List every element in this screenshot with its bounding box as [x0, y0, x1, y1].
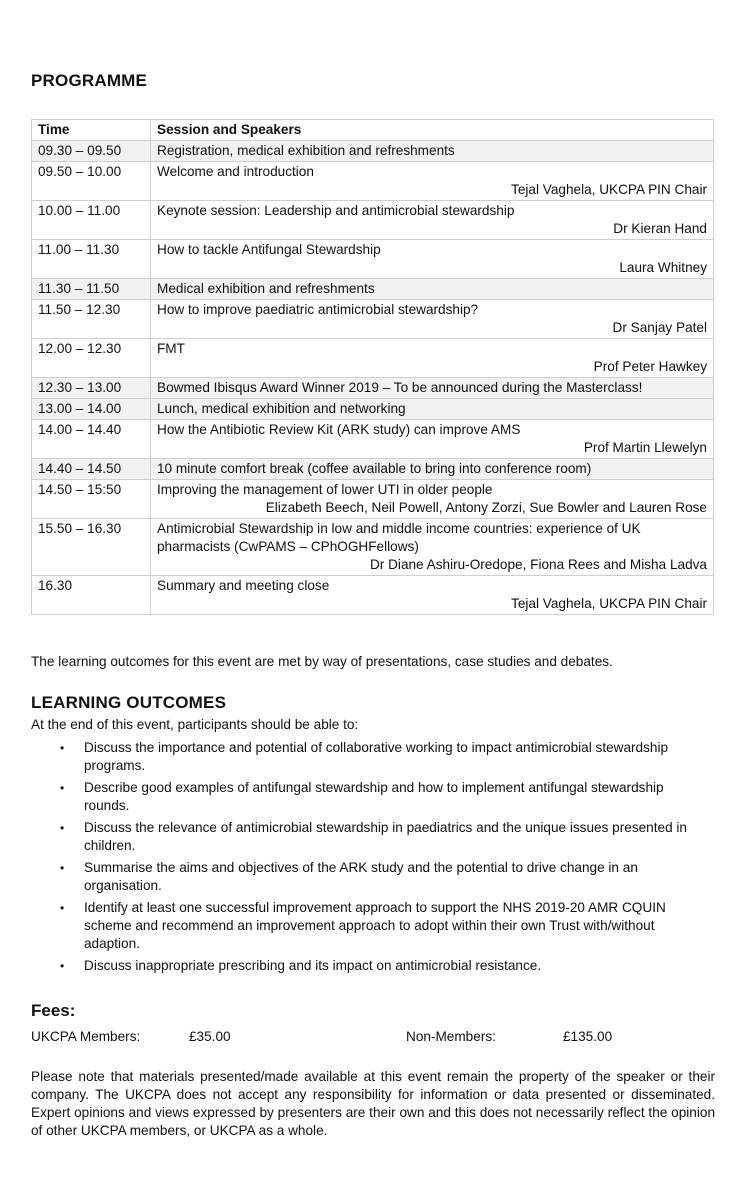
programme-table-body: [32, 120, 714, 615]
table-row: [32, 162, 714, 201]
session-speakers: Tejal Vaghela, UKCPA PIN Chair: [511, 596, 707, 611]
bullet-icon: •: [60, 901, 65, 915]
table-row: [32, 339, 714, 378]
bullet-icon: •: [60, 959, 65, 973]
list-item: [31, 819, 691, 855]
session-cell: [151, 480, 714, 519]
outcomes-intro: The learning outcomes for this event are met by way of presentations, case studies and debates.: [31, 654, 613, 669]
session-cell: [151, 576, 714, 615]
session-cell: [151, 339, 714, 378]
table-row: [32, 399, 714, 420]
bullet-icon: •: [60, 861, 65, 875]
non-members-fee-price: £135.00: [563, 1029, 613, 1044]
session-cell: [151, 201, 714, 240]
fees-heading: Fees:: [31, 1001, 76, 1020]
session-title: How to improve paediatric antimicrobial stewardship?: [157, 302, 479, 317]
session-title: How the Antibiotic Review Kit (ARK study) can improve AMS: [157, 422, 521, 437]
bullet-icon: •: [60, 781, 65, 795]
list-item: [31, 859, 691, 895]
table-row: [32, 201, 714, 240]
bullet-icon: •: [60, 821, 65, 835]
session-title: Medical exhibition and refreshments: [157, 281, 375, 296]
list-item: [31, 899, 691, 953]
table-row: [32, 519, 714, 576]
members-fee-price: £35.00: [189, 1029, 231, 1044]
session-title: 10 minute comfort break (coffee available to bring into conference room): [157, 461, 592, 476]
list-item: [31, 739, 691, 775]
session-speakers: Elizabeth Beech, Neil Powell, Antony Zorzi, Sue Bowler and Lauren Rose: [265, 500, 707, 515]
table-row: [32, 576, 714, 615]
session-time: 09.50 – 10.00: [32, 162, 151, 201]
session-cell: [151, 162, 714, 201]
list-item-text: Discuss inappropriate prescribing and its impact on antimicrobial resistance.: [84, 958, 542, 973]
session-time: 14.40 – 14.50: [32, 459, 151, 480]
session-cell: [151, 420, 714, 459]
session-title: Lunch, medical exhibition and networking: [157, 401, 406, 416]
session-time: 11.50 – 12.30: [32, 300, 151, 339]
table-row: [32, 420, 714, 459]
session-column-header: Session and Speakers: [151, 120, 714, 141]
session-time: 14.50 – 15:50: [32, 480, 151, 519]
session-cell: [151, 378, 714, 399]
session-title: Antimicrobial Stewardship in low and middle income countries: experience of UK pharmacists (CwPAMS – CPhOGHFellows): [157, 521, 641, 554]
session-speakers: Laura Whitney: [619, 260, 707, 275]
session-speakers: Dr Kieran Hand: [613, 221, 707, 236]
session-time: 10.00 – 11.00: [32, 201, 151, 240]
session-title: How to tackle Antifungal Stewardship: [157, 242, 381, 257]
list-item-text: Summarise the aims and objectives of the ARK study and the potential to drive change in an organisation.: [84, 860, 638, 893]
session-cell: [151, 141, 714, 162]
session-time: 11.00 – 11.30: [32, 240, 151, 279]
session-title: Bowmed Ibisqus Award Winner 2019 – To be announced during the Masterclass!: [157, 380, 643, 395]
table-row: [32, 240, 714, 279]
session-time: 09.30 – 09.50: [32, 141, 151, 162]
table-row: [32, 141, 714, 162]
session-time: 12.00 – 12.30: [32, 339, 151, 378]
table-row: [32, 480, 714, 519]
table-header-row: [32, 120, 714, 141]
session-cell: [151, 519, 714, 576]
list-item-text: Identify at least one successful improvement approach to support the NHS 2019-20 AMR CQUIN scheme and recommend an improvement approach to adopt within their own Trust with/without adaption.: [84, 900, 666, 951]
learning-outcomes-lead: At the end of this event, participants should be able to:: [31, 717, 359, 732]
session-time: 13.00 – 14.00: [32, 399, 151, 420]
table-row: [32, 279, 714, 300]
programme-heading: PROGRAMME: [31, 71, 148, 90]
disclaimer-text: Please note that materials presented/made available at this event remain the property of the speaker or their company. The UKCPA does not accept any responsibility for information or data presented or disseminated. Expert opinions and views expressed by presenters are their own and this does not necessarily reflect the opinion of other UKCPA members, or UKCPA as a whole.: [31, 1069, 715, 1138]
session-time: 14.00 – 14.40: [32, 420, 151, 459]
table-row: [32, 300, 714, 339]
list-item-text: Discuss the relevance of antimicrobial stewardship in paediatrics and the unique issues presented in children.: [84, 820, 687, 853]
members-fee-label: UKCPA Members:: [31, 1029, 141, 1044]
bullet-icon: •: [60, 741, 65, 755]
list-item: [31, 957, 691, 975]
session-cell: [151, 279, 714, 300]
session-time: 15.50 – 16.30: [32, 519, 151, 576]
session-title: FMT: [157, 341, 185, 356]
session-speakers: Dr Sanjay Patel: [612, 320, 707, 335]
session-time: 12.30 – 13.00: [32, 378, 151, 399]
session-speakers: Dr Diane Ashiru-Oredope, Fiona Rees and Misha Ladva: [369, 557, 707, 572]
session-title: Summary and meeting close: [157, 578, 330, 593]
session-title: Registration, medical exhibition and refreshments: [157, 143, 455, 158]
session-title: Welcome and introduction: [157, 164, 314, 179]
list-item-text: Discuss the importance and potential of collaborative working to impact antimicrobial stewardship programs.: [84, 740, 669, 773]
session-speakers: Prof Peter Hawkey: [593, 359, 707, 374]
session-title: Keynote session: Leadership and antimicrobial stewardship: [157, 203, 515, 218]
table-row: [32, 459, 714, 480]
session-title: Improving the management of lower UTI in older people: [157, 482, 493, 497]
table-row: [32, 378, 714, 399]
session-cell: [151, 240, 714, 279]
time-column-header: Time: [32, 120, 151, 141]
session-speakers: Prof Martin Llewelyn: [583, 440, 707, 455]
programme-table: [31, 119, 714, 615]
session-cell: [151, 399, 714, 420]
session-speakers: Tejal Vaghela, UKCPA PIN Chair: [511, 182, 707, 197]
session-cell: [151, 300, 714, 339]
session-cell: [151, 459, 714, 480]
session-time: 11.30 – 11.50: [32, 279, 151, 300]
session-time: 16.30: [32, 576, 151, 615]
learning-outcomes-heading: LEARNING OUTCOMES: [31, 693, 227, 712]
learning-outcomes-list: [31, 739, 691, 979]
non-members-fee-label: Non-Members:: [406, 1029, 496, 1044]
list-item-text: Describe good examples of antifungal stewardship and how to implement antifungal stewardship rounds.: [84, 780, 664, 813]
list-item: [31, 779, 691, 815]
